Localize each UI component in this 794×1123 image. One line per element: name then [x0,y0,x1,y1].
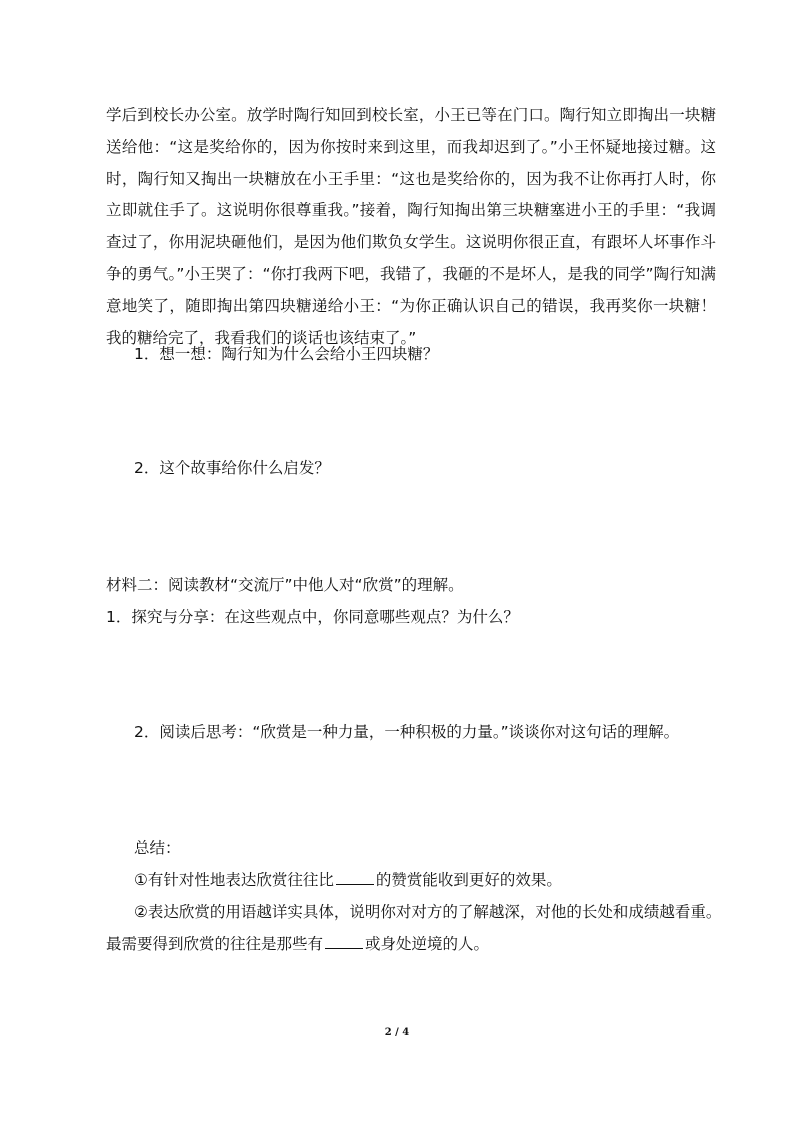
question-2: 2．这个故事给你什么启发？ [134,459,330,477]
fill-in-blank-1[interactable] [336,870,374,885]
summary-item-2-line-2 [106,932,489,954]
story-paragraph: 学后到校长办公室。放学时陶行知回到校长室，小王已等在门口。陶行知立即掏出一块糖送给他：“这是奖给你的，因为你按时来到这里，而我却迟到了。”小王怀疑地接过糖。这时，陶行知又掏出一块糖放在小王手里：“这也是奖给你的，因为我不让你再打人时，你立即就住手了。这说明你很尊重我。”接着，陶行知掏出第三块糖塞进小王的手里：“我调查过了，你用泥块砸他们，是因为他们欺负女学生。这说明你很正直，有跟坏人坏事作斗争的勇气。”小王哭了：“你打我两下吧，我错了，我砸的不是坏人，是我的同学”陶行知满意地笑了，随即掏出第四块糖递给小王：“为你正确认识自己的错误，我再奖你一块糖！我的糖给完了，我看我们的谈话也该结束了。” [106,106,716,347]
summary-item-1 [134,868,562,890]
summary-item-1-after: 的赞赏能收到更好的效果。 [375,871,562,889]
summary-item-2-before: 最需要得到欣赏的往往是那些有 [106,935,324,953]
question-1: 1．想一想：陶行知为什么会给小王四块糖？ [134,345,439,363]
summary-item-1-before: ①有针对性地表达欣赏往往比 [134,871,334,889]
page-number: 2 / 4 [384,1027,410,1038]
material-2-heading: 材料二：阅读教材“交流厅”中他人对“欣赏”的理解。 [106,576,464,594]
summary-item-2-after: 或身处逆境的人。 [365,935,490,953]
material-2-question-2: 2．阅读后思考：“欣赏是一种力量，一种积极的力量。”谈谈你对这句话的理解。 [134,723,680,741]
fill-in-blank-2[interactable] [325,934,363,949]
summary-label: 总结： [134,839,181,857]
material-2-question-1: 1．探究与分享：在这些观点中，你同意哪些观点？为什么？ [106,608,519,626]
summary-item-2-line-1: ②表达欣赏的用语越详实具体，说明你对对方的了解越深，对他的长处和成绩越看重。 [134,903,722,921]
